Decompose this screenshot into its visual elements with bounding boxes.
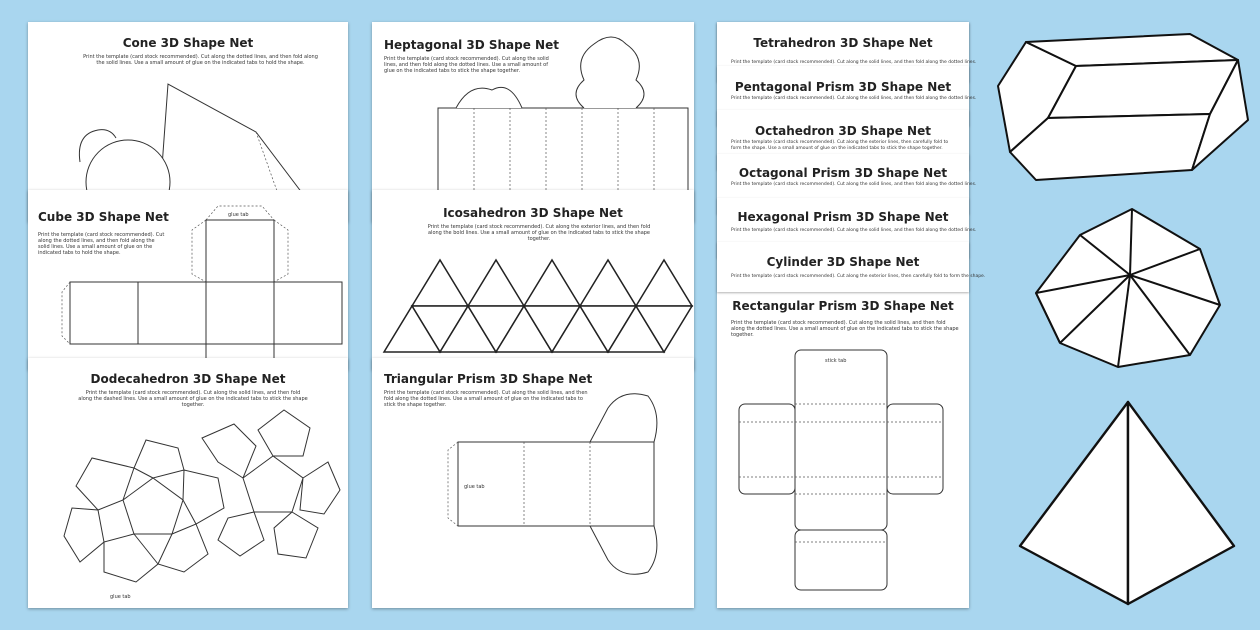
triangular-prism-net-diagram: [372, 358, 694, 608]
pentagonal-prism-net-instructions: Print the template (card stock recommended). Cut along the solid lines, and then fold along the dotted lines.: [731, 96, 977, 101]
tetrahedron-net-instructions: Print the template (card stock recommended). Cut along the solid lines, and then fold along the dotted lines.: [731, 60, 977, 65]
icosahedron-net-diagram: [372, 190, 694, 370]
dodecahedron-net-instructions: Print the template (card stock recommended). Cut along the solid lines, and then fold along the dashed lines. Use a small amount of glue on the indicated tabs to stick the shape together.: [78, 390, 308, 408]
dodecahedron-tab-label: glue tab: [110, 594, 131, 600]
cone-net-title: Cone 3D Shape Net: [122, 36, 254, 50]
hexagonal-prism-net-title: Hexagonal Prism 3D Shape Net: [737, 210, 949, 224]
cube-tab-label: glue tab: [228, 212, 249, 218]
triangular-prism-net-instructions: Print the template (card stock recommended). Cut along the solid lines, and then fold along the dotted lines. Use a small amount of glue on the indicated tabs to stick the shape together.: [384, 390, 588, 408]
cube-net-diagram: [28, 190, 348, 370]
hexagonal-prism-net-instructions: Print the template (card stock recommended). Cut along the solid lines, and then fold along the dotted lines.: [731, 228, 977, 233]
octahedron-net-title: Octahedron 3D Shape Net: [755, 124, 931, 138]
dodecahedron-net-sheet: [28, 358, 348, 608]
cube-net-sheet: [28, 190, 348, 370]
triangular-prism-tab-label: glue tab: [464, 484, 485, 490]
tetrahedron-illustration: [1012, 398, 1242, 608]
icosahedron-net-instructions: Print the template (card stock recommended). Cut along the exterior lines, and then fold along the bold lines. Use a small amount of glue on the indicated tabs to stick the shape together.: [427, 224, 651, 242]
octagonal-prism-net-title: Octagonal Prism 3D Shape Net: [738, 166, 948, 180]
octagonal-prism-net-instructions: Print the template (card stock recommended). Cut along the solid lines, and then fold along the dotted lines.: [731, 182, 977, 187]
dodecahedron-net-title: Dodecahedron 3D Shape Net: [90, 372, 286, 386]
cube-net-title: Cube 3D Shape Net: [38, 210, 169, 224]
hexagonal-prism-illustration: [990, 30, 1250, 200]
tetrahedron-net-title: Tetrahedron 3D Shape Net: [753, 36, 933, 50]
pentagonal-prism-net-title: Pentagonal Prism 3D Shape Net: [734, 80, 952, 94]
cube-net-instructions: Print the template (card stock recommended). Cut along the dotted lines, and then fold along the solid lines. Use a small amount of glue on the indicated tabs to hold the shape.: [38, 232, 165, 256]
cone-net-instructions: Print the template (card stock recommended). Cut along the dotted lines, and then fold along the solid lines. Use a small amount of glue on the indicated tabs to hold the shape.: [83, 54, 318, 66]
triangular-prism-net-sheet: [372, 358, 694, 608]
cylinder-net-title: Cylinder 3D Shape Net: [766, 255, 920, 269]
rectangular-prism-tab-label: stick tab: [825, 358, 847, 364]
cylinder-net-strip: [717, 242, 986, 292]
octahedron-net-instructions: Print the template (card stock recommended). Cut along the exterior lines, then carefully fold to form the shape. Use a small amount of glue on the indicated tabs to stick the shape together.: [731, 140, 949, 151]
icosahedron-net-sheet: [372, 190, 694, 370]
icosahedron-illustration: [1030, 205, 1230, 375]
dodecahedron-net-diagram: [28, 358, 348, 608]
triangular-prism-net-title: Triangular Prism 3D Shape Net: [384, 372, 593, 386]
rectangular-prism-net-title: Rectangular Prism 3D Shape Net: [732, 299, 954, 313]
icosahedron-net-title: Icosahedron 3D Shape Net: [443, 206, 623, 220]
cylinder-net-instructions: Print the template (card stock recommended). Cut along the exterior lines, then carefully fold to form the shape.: [731, 274, 986, 279]
heptagonal-net-title: Heptagonal 3D Shape Net: [384, 38, 559, 52]
rectangular-prism-net-instructions: Print the template (card stock recommended). Cut along the solid lines, and then fold along the dotted lines. Use a small amount of glue on the indicated tabs to stick the shape together.: [731, 320, 959, 338]
heptagonal-net-instructions: Print the template (card stock recommended). Cut along the solid lines, and then fold along the dotted lines. Use a small amount of glue on the indicated tabs to stick the shape together.: [384, 56, 549, 74]
